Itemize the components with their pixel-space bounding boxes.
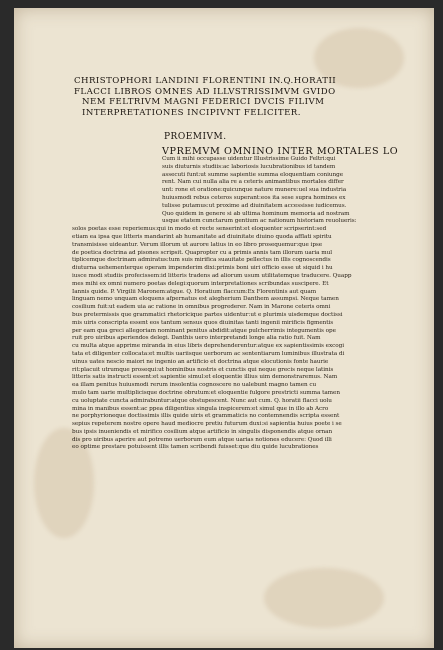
body-line: de poetica doctrina ad pisones scripsit. Quapropter cu a primis annis tam illorum uaria mul [72, 249, 333, 256]
body-line: mina in manibus essent:ac ppea diligentius singula inspicerem:et simul que in illo ab Acro [72, 405, 329, 412]
heading-line: FLACCI LIBROS OMNES AD ILLVSTRISSIMVM GVIDO [74, 86, 336, 97]
paper-stain [264, 568, 384, 628]
body-text [72, 156, 414, 452]
incipit-heading [74, 76, 414, 118]
body-line: assecuti funt:ut summe sapientie summa eloquentiam coniunge [162, 171, 344, 178]
body-line: rent. Nam cui nulla alia re a ceteris animantibus mortales differ [162, 179, 344, 186]
body-line: solos poetas esse reperiemus:qui in modo et recte senserint:et eloquenter scripserint:sed [72, 226, 327, 233]
body-line: tiplicemque doctrinam admiratus:tum suis mirifica suauitate pellectus in illis cognoscendis [72, 257, 331, 264]
body-line: huiusmodi rebus ceteros superant:eos ita sese supra homines ex [162, 194, 346, 201]
body-line: Quo quidem in genere si ab ultima hominum memoria ad nostram [162, 210, 350, 217]
body-line: suis diuturnis studiis:ac laboriosis lucubrationibus id tandem [162, 163, 336, 170]
body-line: sepius repeterem nostre opere haud mediocre pretiu futurum duxi:si sapientia huius poete i se [72, 421, 342, 428]
body-line: cosilium fuit:ut eadem uia ac ratione in omnibus progrederer. Nam in Marone ceteris omni [72, 304, 331, 311]
body-line: Iannis quide. P. Virgilii Maronem:atque. Q. Horatium flaccum:Ex Florentinis aut quam [72, 288, 317, 295]
opening-line: VPREMVM OMNINO INTER MORTALES LO [162, 146, 399, 157]
body-line: usque etatem cunctarum gentium ac nationum historiam reuolueris: [162, 218, 357, 225]
body-line: per eam qua greci allegoriam nominant penitus abdidit:atque pulcherrimis integumentis ope [72, 327, 336, 334]
body-line: tata et diligenter collocata:et multis uariisque uerborum ac sententiarum luminibus illustrata di [72, 350, 345, 357]
body-line: uinus uates nescio maiori ne ingenio an artificio et doctrina atque elocutionis fonte haurie [72, 358, 329, 365]
body-line: bus pretermissis que grammatici rhetoricique partes uidentur:ut e plurimis uisdemque doctissi [72, 311, 343, 318]
body-line: etiam ea ipsa que litteris mandarint ab humanitate ad diuinitate diuino quoda afflati spiritu [72, 233, 332, 240]
body-line: rit:placuit utrumque prosequi:ut hominibus nostris et cunctis qui neque grecis neque latinis [72, 366, 334, 373]
body-line: cu multa atque apprime miranda in eius libris deprehenderentur:atque ex sapientissimis excogi [72, 343, 344, 350]
body-line: ruit pro uiribus aperiendos delegi. Danthis uero interpretandi longe alia ratio fuit. Nam [72, 335, 321, 342]
body-line: bus ipsis inueniendis et mirifico cosilium atque artificio in singulis disponendis atque ornan [72, 428, 333, 435]
body-line: ne porphyrioneque doctissimis illis quide uiris et grammaticis no contemnendis scripta essent [72, 413, 340, 420]
heading-line: INTERPRETATIONES INCIPIVNT FELICITER. [82, 107, 301, 118]
body-line: mes mihi ex omni numero poetas delegi:quorum interpretationes scribundas suscipere. Et [72, 280, 329, 287]
body-line: litteris satis instructi essent:et sapientie simul:et eloquentie illius uim demonstraremus. Nam [72, 374, 338, 381]
body-line: eo optime prestare potuissent illis tamen scribendi fuisset:que diu quide lucubrationes [72, 444, 319, 451]
body-line: dis pro uiribus aperire aut potremo uerborum eum atque uarias notiones educere: Quod illi [72, 436, 332, 443]
body-line: mis uiris conscripta essent eos tantum sensus quos diuinitas tanti ingenii mirificis figmentis [72, 319, 334, 326]
body-line: cu uoluptate cuncta admirabuntur:atque obstupescent. Nunc aut cum. Q. horatii flacci uolu [72, 397, 332, 404]
body-line: mulo tam uarie multiplicisque doctrine obrutum:et eloquentie fulgore prestricti summa tamen [72, 389, 340, 396]
heading-line: CHRISTOPHORI LANDINI FLORENTINI IN.Q.HORATII [74, 76, 337, 86]
body-line: tulisse putamus:ut proxime ad diuinitatem accessisse iudicemus. [162, 202, 347, 209]
heading-line: NEM FELTRIVM MAGNI FEDERICI DVCIS FILIVM [82, 97, 325, 108]
body-line: linguam nemo unquam eloquens afpernatus est alegherium Danthem assumpsi. Neque tamen [72, 296, 339, 303]
body-line: Cum ii mihi occupasse uidentur Illustrissime Guido Feltri:qui [162, 156, 336, 162]
body-line: iusce modi studiis profecissem:id litteris tradens ad aliorum usum utilitatemque traducere. Quapp [72, 272, 352, 279]
section-title: PROEMIVM. [164, 132, 227, 142]
body-line: transmisisse uideantur. Verum illorum ut aurore latius in eo libro prosequemur:que ipse [72, 241, 323, 248]
body-line: ea illam penitus huiusmodi rerum insolentia cognoscere no ualebunt magno tamen cu [72, 382, 317, 389]
body-line: diuturna uehementerque operam impenderim dixi:primis boni uiri officio esse ut siquid i hu [72, 265, 333, 272]
body-line: unt: rone et oratione:quicunque nature munere:uel sua industria [162, 187, 347, 194]
book-page [14, 8, 434, 648]
